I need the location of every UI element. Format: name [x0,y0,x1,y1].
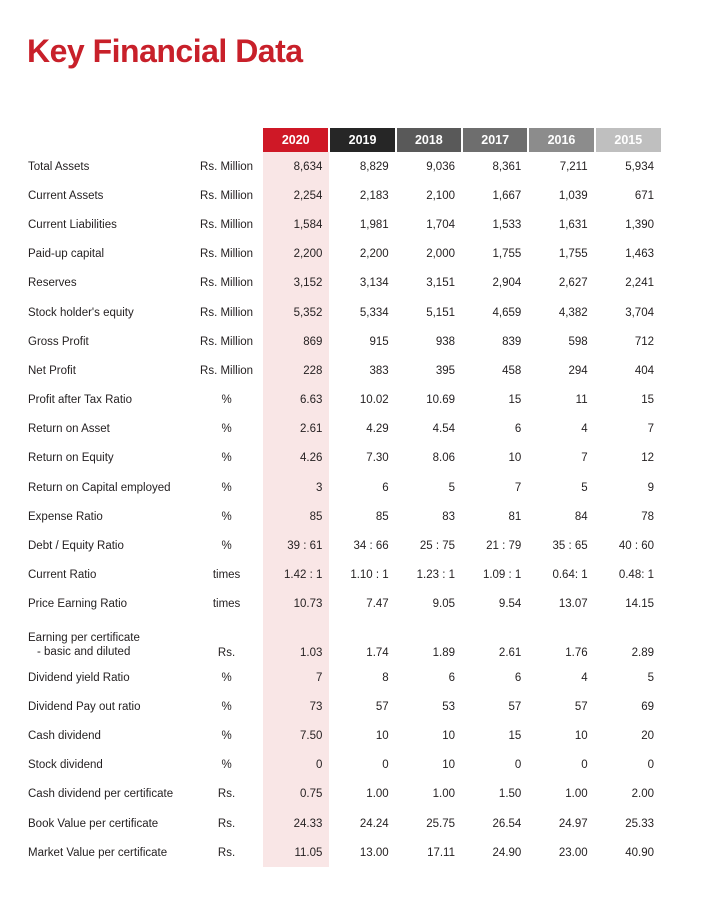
cell-2019: 8,829 [359,160,389,173]
cell-2017: 24.90 [492,846,522,859]
cell-2019: 10 [375,729,389,742]
cell-2015: 2.89 [631,647,654,659]
cell-2018: 2,100 [426,189,455,202]
cell-2015: 40 : 60 [618,540,654,553]
cell-2020: 869 [263,327,329,356]
row-label: Dividend Pay out ratio [28,700,141,713]
row-label [27,619,190,663]
cell-2016: 5 [581,481,588,494]
cell-2020: 7 [263,663,329,692]
cell-2017: 1,667 [492,189,522,202]
cell-2016: 35 : 65 [552,540,588,553]
cell-2015: 1,463 [625,248,654,261]
row-unit: % [221,671,232,684]
header-row [27,128,661,152]
row-label-line2: - basic and diluted [37,646,131,658]
row-label: Return on Asset [28,423,110,436]
table-row [27,663,661,692]
cell-2020: 3,152 [263,269,329,298]
table-row [27,809,661,838]
cell-2018: 10.69 [426,394,455,407]
column-header-2018[interactable]: 2018 [396,128,462,152]
row-unit: % [221,452,232,465]
cell-2015: 2,241 [625,277,654,290]
key-financial-data-table [27,128,661,867]
cell-2016: 7,211 [559,160,588,173]
row-label: Market Value per certificate [28,846,168,859]
cell-2020: 85 [263,502,329,531]
table-row [27,356,661,385]
cell-2016: 0.64: 1 [552,569,588,582]
cell-2018: 1.89 [432,647,455,659]
table-row [27,240,661,269]
cell-2015: 14.15 [625,598,654,611]
cell-2020: 10.73 [263,590,329,619]
cell-2015: 671 [634,189,654,202]
cell-2020: 2,254 [263,181,329,210]
cell-2019: 2,200 [359,248,389,261]
row-label: Current Liabilities [28,218,117,231]
cell-2018: 53 [442,700,455,713]
cell-2019: 5,334 [359,306,389,319]
cell-2020: 73 [263,692,329,721]
cell-2017: 2,904 [492,277,522,290]
row-label-line1: Earning per certificate [28,632,140,644]
table-row [27,692,661,721]
cell-2015: 69 [641,700,654,713]
cell-2017: 6 [514,671,522,684]
table-row [27,181,661,210]
table-row [27,590,661,619]
table-row [27,473,661,502]
cell-2016: 1.76 [565,647,588,659]
cell-2016: 4 [581,423,588,436]
cell-2015: 712 [634,335,654,348]
cell-2016: 7 [581,452,588,465]
cell-2016: 4 [581,671,588,684]
row-unit: % [221,481,232,494]
row-unit: times [212,598,241,611]
cell-2017: 15 [508,394,522,407]
row-label: Return on Equity [28,452,114,465]
cell-2020: 2,200 [263,240,329,269]
cell-2015: 0.48: 1 [618,569,654,582]
row-label: Debt / Equity Ratio [28,540,124,553]
table-row [27,386,661,415]
cell-2019: 6 [382,481,389,494]
cell-2015: 12 [641,452,654,465]
table-row [27,415,661,444]
cell-2015: 9 [647,481,654,494]
cell-2020: 24.33 [263,809,329,838]
cell-2019: 7.30 [366,452,389,465]
row-label: Stock holder's equity [28,306,134,319]
cell-2018: 25.75 [426,817,455,830]
cell-2018: 9.05 [432,598,455,611]
table-row [27,780,661,809]
column-header-2020[interactable]: 2020 [263,128,329,152]
cell-2016: 24.97 [558,817,588,830]
row-unit: Rs. Million [200,277,254,290]
cell-2015: 7 [647,423,654,436]
row-unit: Rs. Million [200,364,254,377]
column-header-2017[interactable]: 2017 [462,128,528,152]
row-label: Stock dividend [28,759,103,772]
cell-2019: 3,134 [359,277,389,290]
cell-2020: 7.50 [263,721,329,750]
cell-2020: 1.42 : 1 [263,561,329,590]
cell-2015: 5 [647,671,654,684]
row-label: Profit after Tax Ratio [28,394,132,407]
cell-2017: 1,533 [492,218,522,231]
row-label: Net Profit [28,364,76,377]
table-row [27,751,661,780]
cell-2015: 2.00 [631,788,654,801]
row-label: Current Assets [28,189,104,202]
cell-2018: 17.11 [427,846,455,859]
row-label: Cash dividend [28,729,101,742]
cell-2020: 0 [263,751,329,780]
row-label: Price Earning Ratio [28,598,128,611]
cell-2016: 1,755 [558,248,588,261]
cell-2019: 1.74 [366,647,389,659]
cell-2018: 5 [448,481,455,494]
row-unit: Rs. Million [200,306,254,319]
cell-2018: 5,151 [426,306,455,319]
cell-2019: 7.47 [366,598,389,611]
cell-2017: 1,755 [492,248,522,261]
header-corner-cell [27,128,190,152]
row-unit: Rs. Million [200,189,254,202]
cell-2016: 11 [575,394,588,407]
cell-2019: 915 [369,335,389,348]
row-unit: Rs. [217,817,236,830]
row-label: Dividend yield Ratio [28,671,130,684]
cell-2016: 23.00 [558,846,588,859]
cell-2018: 1.23 : 1 [416,569,455,582]
column-header-2016[interactable]: 2016 [528,128,594,152]
cell-2016: 598 [568,335,588,348]
column-header-2015[interactable]: 2015 [595,128,661,152]
cell-2016: 57 [574,700,588,713]
cell-2015: 3,704 [625,306,654,319]
cell-2017: 9.54 [498,598,522,611]
cell-2019: 85 [375,510,389,523]
row-label: Cash dividend per certificate [28,788,174,801]
cell-2018: 10 [442,759,455,772]
table-header [27,128,661,152]
cell-2017: 458 [502,364,522,377]
cell-2018: 6 [448,671,455,684]
cell-2018: 8.06 [432,452,455,465]
cell-2015: 15 [641,394,654,407]
row-unit: % [221,540,232,553]
cell-2016: 294 [568,364,588,377]
cell-2017: 21 : 79 [486,540,522,553]
row-unit: Rs. Million [200,218,254,231]
cell-2017: 4,659 [492,306,522,319]
row-unit: % [221,394,232,407]
cell-2019: 4.29 [366,423,389,436]
cell-2018: 1.00 [432,788,455,801]
table-row [27,721,661,750]
cell-2017: 8,361 [492,160,522,173]
row-unit: Rs. Million [200,248,254,261]
cell-2018: 83 [442,510,455,523]
cell-2018: 3,151 [426,277,455,290]
row-label: Expense Ratio [28,510,103,523]
cell-2017: 2.61 [498,647,522,659]
cell-2017: 26.54 [492,817,522,830]
cell-2020: 1,584 [263,210,329,239]
table-row [27,298,661,327]
table-row [27,152,661,181]
cell-2015: 5,934 [625,160,654,173]
cell-2018: 9,036 [426,160,455,173]
cell-2016: 1,631 [558,218,588,231]
row-unit: Rs. Million [200,160,254,173]
cell-2019: 1.00 [366,788,389,801]
cell-2019: 383 [369,364,389,377]
cell-2018: 10 [442,729,455,742]
cell-2016: 4,382 [558,306,588,319]
table-row [27,502,661,531]
row-label: Return on Capital employed [28,481,171,494]
row-label: Book Value per certificate [28,817,159,830]
cell-2019: 34 : 66 [353,540,389,553]
cell-2017: 7 [514,481,522,494]
header-unit-cell [190,128,263,152]
cell-2015: 40.90 [625,846,654,859]
page-title: Key Financial Data [27,33,303,70]
cell-2015: 78 [641,510,654,523]
cell-2020: 6.63 [263,386,329,415]
row-label: Current Ratio [28,569,97,582]
cell-2015: 1,390 [625,218,654,231]
table-row [27,269,661,298]
cell-2019: 10.02 [359,394,389,407]
cell-2019: 2,183 [359,189,389,202]
cell-2015: 20 [641,729,654,742]
cell-2020: 0.75 [263,780,329,809]
cell-2015: 0 [647,759,654,772]
row-unit: times [212,569,241,582]
cell-2018: 395 [435,364,455,377]
row-unit: Rs. [217,846,236,859]
table-row [27,210,661,239]
row-label: Gross Profit [28,335,89,348]
cell-2020: 11.05 [263,838,329,867]
cell-2019: 0 [382,759,389,772]
cell-2020: 39 : 61 [263,531,329,560]
row-label: Reserves [28,277,77,290]
cell-2017: 81 [508,510,522,523]
cell-2017: 15 [508,729,522,742]
cell-2016: 1,039 [558,189,588,202]
cell-2016: 0 [581,759,588,772]
cell-2020: 1.03 [263,619,329,663]
cell-2016: 13.07 [558,598,588,611]
row-unit: Rs. Million [200,335,254,348]
row-unit: % [221,729,232,742]
cell-2020: 3 [263,473,329,502]
cell-2016: 84 [574,510,588,523]
row-unit: % [221,700,232,713]
cell-2018: 4.54 [432,423,455,436]
row-label: Paid-up capital [28,248,105,261]
row-unit: % [221,759,232,772]
table-row [27,838,661,867]
cell-2016: 1.00 [565,788,588,801]
table-body [27,152,661,867]
column-header-2019[interactable]: 2019 [329,128,395,152]
cell-2018: 938 [435,335,455,348]
cell-2020: 4.26 [263,444,329,473]
table-row [27,531,661,560]
cell-2017: 839 [502,335,522,348]
cell-2019: 24.24 [359,817,389,830]
cell-2019: 57 [375,700,389,713]
cell-2017: 1.50 [498,788,522,801]
table-row [27,561,661,590]
row-unit: % [221,423,232,436]
row-label: Total Assets [28,160,90,173]
cell-2016: 2,627 [558,277,588,290]
cell-2017: 1.09 : 1 [482,569,522,582]
cell-2018: 2,000 [426,248,455,261]
cell-2020: 5,352 [263,298,329,327]
cell-2019: 13.00 [359,846,389,859]
table-row [27,444,661,473]
cell-2020: 2.61 [263,415,329,444]
cell-2020: 8,634 [263,152,329,181]
cell-2018: 1,704 [426,218,455,231]
cell-2017: 10 [508,452,522,465]
row-unit: Rs. [217,647,236,659]
cell-2016: 10 [574,729,588,742]
cell-2019: 1,981 [359,218,389,231]
table-row [27,619,661,663]
cell-2019: 8 [382,671,389,684]
cell-2020: 228 [263,356,329,385]
cell-2019: 1.10 : 1 [350,569,389,582]
row-unit: Rs. [217,788,236,801]
cell-2018: 25 : 75 [419,540,455,553]
financial-table-container [27,128,661,867]
cell-2017: 6 [514,423,522,436]
row-unit: % [221,510,232,523]
cell-2017: 0 [514,759,522,772]
cell-2015: 25.33 [625,817,654,830]
cell-2015: 404 [634,364,654,377]
table-row [27,327,661,356]
cell-2017: 57 [508,700,522,713]
